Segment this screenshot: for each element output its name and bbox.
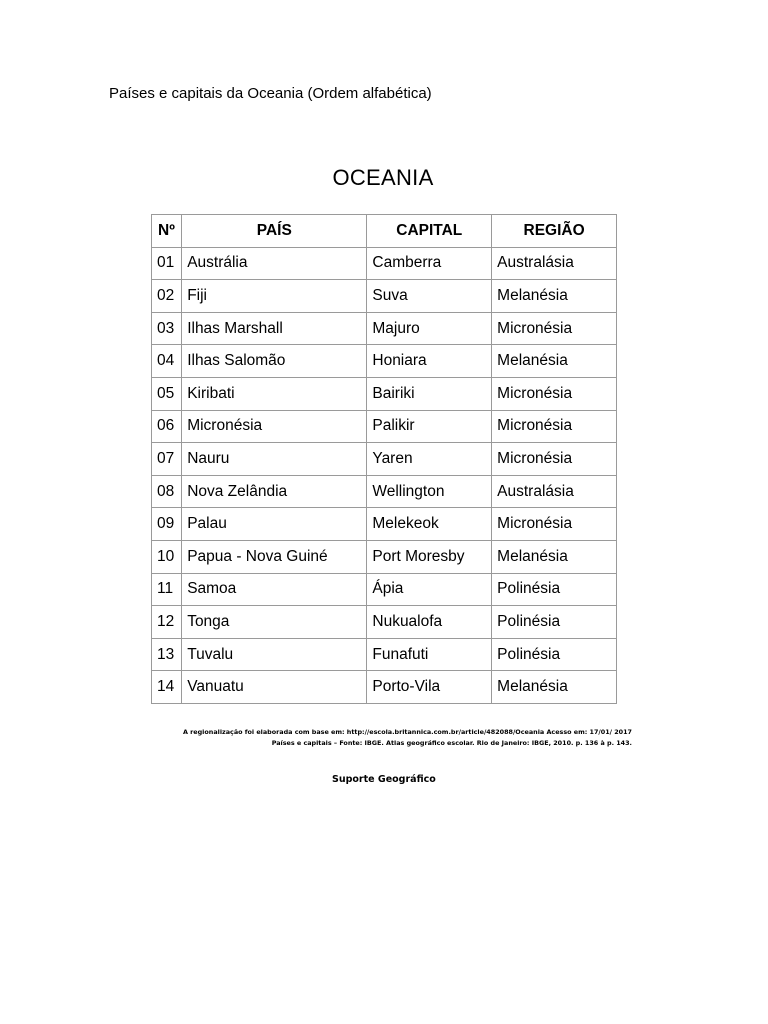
country-cell: Nauru — [182, 443, 367, 476]
capital-cell: Melekeok — [367, 508, 492, 541]
table-body — [152, 247, 617, 703]
region-cell: Micronésia — [492, 377, 617, 410]
column-header-capital: CAPITAL — [367, 215, 492, 248]
capital-cell: Port Moresby — [367, 540, 492, 573]
table-row — [152, 345, 617, 378]
row-number: 09 — [152, 508, 182, 541]
row-number: 07 — [152, 443, 182, 476]
table-row — [152, 410, 617, 443]
region-cell: Australásia — [492, 247, 617, 280]
capital-cell: Wellington — [367, 475, 492, 508]
region-cell: Micronésia — [492, 410, 617, 443]
country-cell: Nova Zelândia — [182, 475, 367, 508]
capital-cell: Funafuti — [367, 638, 492, 671]
country-cell: Ilhas Marshall — [182, 312, 367, 345]
capital-cell: Bairiki — [367, 377, 492, 410]
column-header-region: REGIÃO — [492, 215, 617, 248]
row-number: 08 — [152, 475, 182, 508]
region-cell: Polinésia — [492, 573, 617, 606]
country-cell: Austrália — [182, 247, 367, 280]
table-row — [152, 540, 617, 573]
table-row — [152, 475, 617, 508]
capital-cell: Nukualofa — [367, 606, 492, 639]
capital-cell: Suva — [367, 280, 492, 313]
capital-cell: Yaren — [367, 443, 492, 476]
region-cell: Polinésia — [492, 606, 617, 639]
region-cell: Micronésia — [492, 443, 617, 476]
region-cell: Melanésia — [492, 540, 617, 573]
table-row — [152, 638, 617, 671]
column-header-country: PAÍS — [182, 215, 367, 248]
row-number: 03 — [152, 312, 182, 345]
table-row — [152, 247, 617, 280]
country-cell: Fiji — [182, 280, 367, 313]
table-row — [152, 606, 617, 639]
country-cell: Kiribati — [182, 377, 367, 410]
row-number: 05 — [152, 377, 182, 410]
country-cell: Vanuatu — [182, 671, 367, 704]
country-cell: Samoa — [182, 573, 367, 606]
table-row — [152, 573, 617, 606]
source-footnote-regionalization: A regionalização foi elaborada com base em: http://escola.britannica.com.br/article/482088/Oceania Acesso em: 17/01/ 2017 — [182, 728, 632, 736]
capital-cell: Camberra — [367, 247, 492, 280]
row-number: 10 — [152, 540, 182, 573]
table-title-text: OCEANIA — [332, 165, 434, 190]
table-row — [152, 671, 617, 704]
row-number: 12 — [152, 606, 182, 639]
country-cell: Tuvalu — [182, 638, 367, 671]
country-cell: Palau — [182, 508, 367, 541]
row-number: 13 — [152, 638, 182, 671]
countries-table — [151, 214, 617, 704]
capital-cell: Porto-Vila — [367, 671, 492, 704]
region-cell: Melanésia — [492, 345, 617, 378]
table-row — [152, 312, 617, 345]
row-number: 01 — [152, 247, 182, 280]
capital-cell: Ápia — [367, 573, 492, 606]
table-row — [152, 377, 617, 410]
region-cell: Melanésia — [492, 671, 617, 704]
table-row — [152, 508, 617, 541]
capital-cell: Honiara — [367, 345, 492, 378]
country-cell: Papua - Nova Guiné — [182, 540, 367, 573]
region-cell: Polinésia — [492, 638, 617, 671]
column-header-number: Nº — [152, 215, 182, 248]
country-cell: Tonga — [182, 606, 367, 639]
row-number: 11 — [152, 573, 182, 606]
table-header-row — [152, 215, 617, 248]
document-heading: Países e capitais da Oceania (Ordem alfabética) — [109, 85, 432, 102]
table-row — [152, 280, 617, 313]
region-cell: Australásia — [492, 475, 617, 508]
region-cell: Micronésia — [492, 312, 617, 345]
support-credit: Suporte Geográfico — [332, 774, 436, 785]
row-number: 02 — [152, 280, 182, 313]
table-title — [0, 164, 768, 192]
table-row — [152, 443, 617, 476]
country-cell: Micronésia — [182, 410, 367, 443]
capital-cell: Palikir — [367, 410, 492, 443]
region-cell: Micronésia — [492, 508, 617, 541]
row-number: 06 — [152, 410, 182, 443]
row-number: 14 — [152, 671, 182, 704]
country-cell: Ilhas Salomão — [182, 345, 367, 378]
source-footnote-countries: Países e capitais – Fonte: IBGE. Atlas geográfico escolar. Rio de Janeiro: IBGE, 2010. p. 136 à p. 143. — [271, 739, 632, 747]
capital-cell: Majuro — [367, 312, 492, 345]
region-cell: Melanésia — [492, 280, 617, 313]
row-number: 04 — [152, 345, 182, 378]
